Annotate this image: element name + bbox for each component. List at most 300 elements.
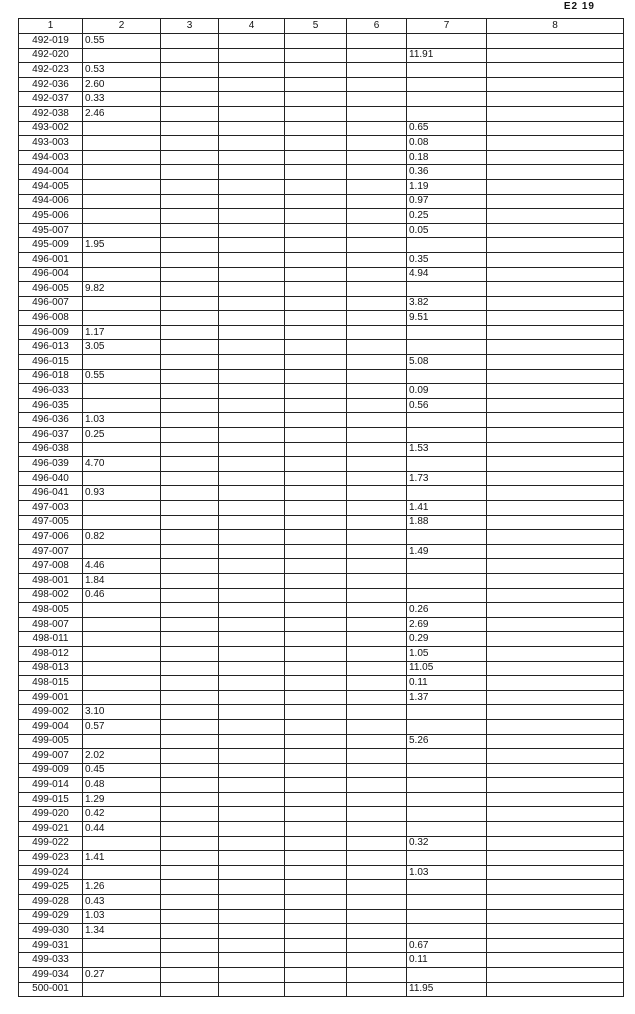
col5-cell xyxy=(285,676,347,691)
table-row xyxy=(19,48,624,63)
col5-cell xyxy=(285,632,347,647)
col8-cell xyxy=(487,471,624,486)
parcel-id-cell: 500-001 xyxy=(19,982,83,997)
col7-value-cell: 3.82 xyxy=(407,296,487,311)
col8-cell xyxy=(487,559,624,574)
col2-value-cell xyxy=(83,982,161,997)
table-row xyxy=(19,165,624,180)
col5-cell xyxy=(285,646,347,661)
col5-cell xyxy=(285,121,347,136)
parcel-id-cell: 499-015 xyxy=(19,792,83,807)
parcel-id-cell: 498-015 xyxy=(19,676,83,691)
col6-cell xyxy=(347,573,407,588)
col7-value-cell xyxy=(407,895,487,910)
col5-cell xyxy=(285,48,347,63)
col8-cell xyxy=(487,63,624,78)
col3-cell xyxy=(161,398,219,413)
col5-cell xyxy=(285,457,347,472)
column-header: 5 xyxy=(285,19,347,34)
col4-cell xyxy=(219,48,285,63)
col7-value-cell xyxy=(407,282,487,297)
parcel-id-cell: 492-019 xyxy=(19,34,83,49)
col2-value-cell xyxy=(83,676,161,691)
col5-cell xyxy=(285,909,347,924)
col2-value-cell: 1.03 xyxy=(83,413,161,428)
col3-cell xyxy=(161,953,219,968)
col5-cell xyxy=(285,836,347,851)
col4-cell xyxy=(219,734,285,749)
parcel-id-cell: 497-006 xyxy=(19,530,83,545)
col3-cell xyxy=(161,252,219,267)
table-row xyxy=(19,734,624,749)
col4-cell xyxy=(219,165,285,180)
col7-value-cell: 1.73 xyxy=(407,471,487,486)
col5-cell xyxy=(285,661,347,676)
col5-cell xyxy=(285,92,347,107)
col3-cell xyxy=(161,646,219,661)
column-header: 3 xyxy=(161,19,219,34)
col3-cell xyxy=(161,413,219,428)
col7-value-cell xyxy=(407,340,487,355)
col4-cell xyxy=(219,413,285,428)
col8-cell xyxy=(487,822,624,837)
col2-value-cell: 2.46 xyxy=(83,106,161,121)
col7-value-cell xyxy=(407,588,487,603)
col6-cell xyxy=(347,544,407,559)
col6-cell xyxy=(347,515,407,530)
col4-cell xyxy=(219,267,285,282)
col8-cell xyxy=(487,428,624,443)
col4-cell xyxy=(219,865,285,880)
col5-cell xyxy=(285,719,347,734)
col3-cell xyxy=(161,121,219,136)
col7-value-cell xyxy=(407,851,487,866)
col8-cell xyxy=(487,603,624,618)
col6-cell xyxy=(347,223,407,238)
parcel-id-cell: 496-033 xyxy=(19,384,83,399)
col3-cell xyxy=(161,968,219,983)
column-header: 6 xyxy=(347,19,407,34)
col7-value-cell: 1.53 xyxy=(407,442,487,457)
col8-cell xyxy=(487,267,624,282)
col8-cell xyxy=(487,807,624,822)
col2-value-cell: 0.53 xyxy=(83,63,161,78)
col6-cell xyxy=(347,938,407,953)
col2-value-cell: 1.03 xyxy=(83,909,161,924)
table-row xyxy=(19,398,624,413)
col7-value-cell xyxy=(407,92,487,107)
col4-cell xyxy=(219,179,285,194)
parcel-id-cell: 496-004 xyxy=(19,267,83,282)
col8-cell xyxy=(487,442,624,457)
table-row xyxy=(19,603,624,618)
table-row xyxy=(19,311,624,326)
col4-cell xyxy=(219,851,285,866)
col8-cell xyxy=(487,690,624,705)
col7-value-cell: 1.41 xyxy=(407,501,487,516)
col7-value-cell xyxy=(407,457,487,472)
col6-cell xyxy=(347,442,407,457)
table-row xyxy=(19,880,624,895)
col8-cell xyxy=(487,982,624,997)
col2-value-cell xyxy=(83,836,161,851)
col5-cell xyxy=(285,77,347,92)
parcel-id-cell: 498-011 xyxy=(19,632,83,647)
col7-value-cell: 11.95 xyxy=(407,982,487,997)
col7-value-cell xyxy=(407,63,487,78)
col3-cell xyxy=(161,895,219,910)
col5-cell xyxy=(285,924,347,939)
parcel-id-cell: 496-005 xyxy=(19,282,83,297)
col2-value-cell xyxy=(83,267,161,282)
col6-cell xyxy=(347,924,407,939)
col5-cell xyxy=(285,982,347,997)
table-row xyxy=(19,544,624,559)
col3-cell xyxy=(161,661,219,676)
col2-value-cell: 4.70 xyxy=(83,457,161,472)
col2-value-cell: 0.55 xyxy=(83,369,161,384)
parcel-id-cell: 492-038 xyxy=(19,106,83,121)
table-row xyxy=(19,515,624,530)
col6-cell xyxy=(347,953,407,968)
col6-cell xyxy=(347,822,407,837)
col2-value-cell xyxy=(83,646,161,661)
col5-cell xyxy=(285,573,347,588)
col5-cell xyxy=(285,778,347,793)
col3-cell xyxy=(161,530,219,545)
col2-value-cell xyxy=(83,603,161,618)
ledger-table xyxy=(18,18,624,997)
col4-cell xyxy=(219,763,285,778)
col3-cell xyxy=(161,63,219,78)
col6-cell xyxy=(347,865,407,880)
col8-cell xyxy=(487,209,624,224)
col5-cell xyxy=(285,136,347,151)
col5-cell xyxy=(285,880,347,895)
col6-cell xyxy=(347,676,407,691)
parcel-id-cell: 494-006 xyxy=(19,194,83,209)
col5-cell xyxy=(285,325,347,340)
col2-value-cell: 0.82 xyxy=(83,530,161,545)
parcel-id-cell: 495-009 xyxy=(19,238,83,253)
col4-cell xyxy=(219,471,285,486)
parcel-id-cell: 496-035 xyxy=(19,398,83,413)
col7-value-cell: 0.05 xyxy=(407,223,487,238)
col5-cell xyxy=(285,165,347,180)
col7-value-cell xyxy=(407,924,487,939)
col4-cell xyxy=(219,924,285,939)
col8-cell xyxy=(487,792,624,807)
col2-value-cell: 0.93 xyxy=(83,486,161,501)
col5-cell xyxy=(285,252,347,267)
table-row xyxy=(19,661,624,676)
col8-cell xyxy=(487,646,624,661)
col5-cell xyxy=(285,792,347,807)
parcel-id-cell: 499-021 xyxy=(19,822,83,837)
col5-cell xyxy=(285,194,347,209)
col3-cell xyxy=(161,909,219,924)
col4-cell xyxy=(219,63,285,78)
col6-cell xyxy=(347,282,407,297)
col4-cell xyxy=(219,968,285,983)
col5-cell xyxy=(285,515,347,530)
col6-cell xyxy=(347,705,407,720)
col6-cell xyxy=(347,63,407,78)
col6-cell xyxy=(347,457,407,472)
col4-cell xyxy=(219,194,285,209)
col6-cell xyxy=(347,238,407,253)
col8-cell xyxy=(487,501,624,516)
col5-cell xyxy=(285,296,347,311)
col8-cell xyxy=(487,282,624,297)
col4-cell xyxy=(219,136,285,151)
col5-cell xyxy=(285,398,347,413)
col4-cell xyxy=(219,559,285,574)
col8-cell xyxy=(487,77,624,92)
col5-cell xyxy=(285,705,347,720)
col8-cell xyxy=(487,734,624,749)
col2-value-cell: 2.60 xyxy=(83,77,161,92)
col7-value-cell: 5.26 xyxy=(407,734,487,749)
col4-cell xyxy=(219,938,285,953)
col6-cell xyxy=(347,895,407,910)
col7-value-cell: 11.91 xyxy=(407,48,487,63)
column-header: 1 xyxy=(19,19,83,34)
col7-value-cell xyxy=(407,559,487,574)
col6-cell xyxy=(347,486,407,501)
table-row xyxy=(19,442,624,457)
col4-cell xyxy=(219,895,285,910)
parcel-id-cell: 499-005 xyxy=(19,734,83,749)
col8-cell xyxy=(487,749,624,764)
table-row xyxy=(19,63,624,78)
col8-cell xyxy=(487,106,624,121)
col5-cell xyxy=(285,851,347,866)
col3-cell xyxy=(161,763,219,778)
parcel-id-cell: 499-009 xyxy=(19,763,83,778)
table-row xyxy=(19,296,624,311)
col5-cell xyxy=(285,603,347,618)
col4-cell xyxy=(219,311,285,326)
col8-cell xyxy=(487,588,624,603)
parcel-id-cell: 498-005 xyxy=(19,603,83,618)
header-row xyxy=(19,19,624,34)
col8-cell xyxy=(487,150,624,165)
col3-cell xyxy=(161,836,219,851)
col5-cell xyxy=(285,442,347,457)
col6-cell xyxy=(347,252,407,267)
col2-value-cell xyxy=(83,471,161,486)
table-row xyxy=(19,778,624,793)
col5-cell xyxy=(285,369,347,384)
col6-cell xyxy=(347,719,407,734)
col8-cell xyxy=(487,384,624,399)
col5-cell xyxy=(285,413,347,428)
col4-cell xyxy=(219,282,285,297)
col6-cell xyxy=(347,646,407,661)
table-row xyxy=(19,355,624,370)
col2-value-cell: 3.10 xyxy=(83,705,161,720)
col3-cell xyxy=(161,632,219,647)
col3-cell xyxy=(161,165,219,180)
table-row xyxy=(19,77,624,92)
col7-value-cell: 0.36 xyxy=(407,165,487,180)
col7-value-cell xyxy=(407,749,487,764)
parcel-id-cell: 499-023 xyxy=(19,851,83,866)
col7-value-cell xyxy=(407,325,487,340)
table-row xyxy=(19,486,624,501)
col2-value-cell: 0.57 xyxy=(83,719,161,734)
col6-cell xyxy=(347,588,407,603)
col8-cell xyxy=(487,661,624,676)
col4-cell xyxy=(219,252,285,267)
table-row xyxy=(19,559,624,574)
col4-cell xyxy=(219,92,285,107)
col2-value-cell xyxy=(83,501,161,516)
col3-cell xyxy=(161,880,219,895)
col2-value-cell xyxy=(83,515,161,530)
col4-cell xyxy=(219,486,285,501)
col7-value-cell: 0.11 xyxy=(407,676,487,691)
col5-cell xyxy=(285,486,347,501)
col2-value-cell xyxy=(83,150,161,165)
parcel-id-cell: 499-024 xyxy=(19,865,83,880)
col8-cell xyxy=(487,413,624,428)
table-row xyxy=(19,369,624,384)
parcel-id-cell: 498-012 xyxy=(19,646,83,661)
col6-cell xyxy=(347,559,407,574)
column-header: 2 xyxy=(83,19,161,34)
col7-value-cell xyxy=(407,369,487,384)
col5-cell xyxy=(285,938,347,953)
col6-cell xyxy=(347,296,407,311)
col2-value-cell: 1.84 xyxy=(83,573,161,588)
col6-cell xyxy=(347,428,407,443)
col5-cell xyxy=(285,865,347,880)
col3-cell xyxy=(161,150,219,165)
col7-value-cell: 0.65 xyxy=(407,121,487,136)
col2-value-cell: 1.41 xyxy=(83,851,161,866)
parcel-id-cell: 496-013 xyxy=(19,340,83,355)
column-header: 7 xyxy=(407,19,487,34)
col6-cell xyxy=(347,851,407,866)
col7-value-cell: 0.97 xyxy=(407,194,487,209)
col5-cell xyxy=(285,471,347,486)
col4-cell xyxy=(219,661,285,676)
table-row xyxy=(19,617,624,632)
col3-cell xyxy=(161,106,219,121)
col6-cell xyxy=(347,369,407,384)
page-label: E2 19 xyxy=(563,1,595,12)
col2-value-cell xyxy=(83,690,161,705)
col5-cell xyxy=(285,34,347,49)
col3-cell xyxy=(161,822,219,837)
table-row xyxy=(19,705,624,720)
col8-cell xyxy=(487,457,624,472)
parcel-id-cell: 494-004 xyxy=(19,165,83,180)
col8-cell xyxy=(487,676,624,691)
col5-cell xyxy=(285,807,347,822)
column-header: 4 xyxy=(219,19,285,34)
table-row xyxy=(19,267,624,282)
col5-cell xyxy=(285,282,347,297)
col3-cell xyxy=(161,515,219,530)
col8-cell xyxy=(487,617,624,632)
col3-cell xyxy=(161,588,219,603)
col6-cell xyxy=(347,501,407,516)
col5-cell xyxy=(285,690,347,705)
parcel-id-cell: 493-003 xyxy=(19,136,83,151)
col3-cell xyxy=(161,938,219,953)
col2-value-cell: 0.48 xyxy=(83,778,161,793)
col3-cell xyxy=(161,136,219,151)
table-row xyxy=(19,968,624,983)
col8-cell xyxy=(487,223,624,238)
col7-value-cell: 0.56 xyxy=(407,398,487,413)
col2-value-cell: 0.55 xyxy=(83,34,161,49)
parcel-id-cell: 496-039 xyxy=(19,457,83,472)
col8-cell xyxy=(487,909,624,924)
parcel-id-cell: 492-023 xyxy=(19,63,83,78)
col3-cell xyxy=(161,92,219,107)
col4-cell xyxy=(219,121,285,136)
parcel-id-cell: 497-007 xyxy=(19,544,83,559)
col7-value-cell xyxy=(407,238,487,253)
col4-cell xyxy=(219,223,285,238)
col5-cell xyxy=(285,355,347,370)
col2-value-cell xyxy=(83,209,161,224)
col4-cell xyxy=(219,792,285,807)
col3-cell xyxy=(161,486,219,501)
parcel-id-cell: 499-025 xyxy=(19,880,83,895)
col6-cell xyxy=(347,325,407,340)
col7-value-cell: 9.51 xyxy=(407,311,487,326)
col8-cell xyxy=(487,938,624,953)
table-row xyxy=(19,92,624,107)
table-row xyxy=(19,384,624,399)
parcel-id-cell: 499-028 xyxy=(19,895,83,910)
col8-cell xyxy=(487,515,624,530)
col3-cell xyxy=(161,471,219,486)
col4-cell xyxy=(219,544,285,559)
table-row xyxy=(19,719,624,734)
col3-cell xyxy=(161,690,219,705)
col4-cell xyxy=(219,34,285,49)
col2-value-cell: 0.43 xyxy=(83,895,161,910)
col2-value-cell xyxy=(83,617,161,632)
col3-cell xyxy=(161,442,219,457)
col8-cell xyxy=(487,632,624,647)
col2-value-cell xyxy=(83,165,161,180)
col8-cell xyxy=(487,763,624,778)
col5-cell xyxy=(285,588,347,603)
col4-cell xyxy=(219,384,285,399)
col2-value-cell xyxy=(83,938,161,953)
col2-value-cell: 0.25 xyxy=(83,428,161,443)
col6-cell xyxy=(347,384,407,399)
parcel-id-cell: 496-018 xyxy=(19,369,83,384)
table-row xyxy=(19,792,624,807)
col4-cell xyxy=(219,457,285,472)
col2-value-cell xyxy=(83,179,161,194)
col2-value-cell xyxy=(83,398,161,413)
col5-cell xyxy=(285,340,347,355)
col6-cell xyxy=(347,165,407,180)
table-row xyxy=(19,428,624,443)
col2-value-cell xyxy=(83,661,161,676)
table-row xyxy=(19,909,624,924)
col4-cell xyxy=(219,442,285,457)
